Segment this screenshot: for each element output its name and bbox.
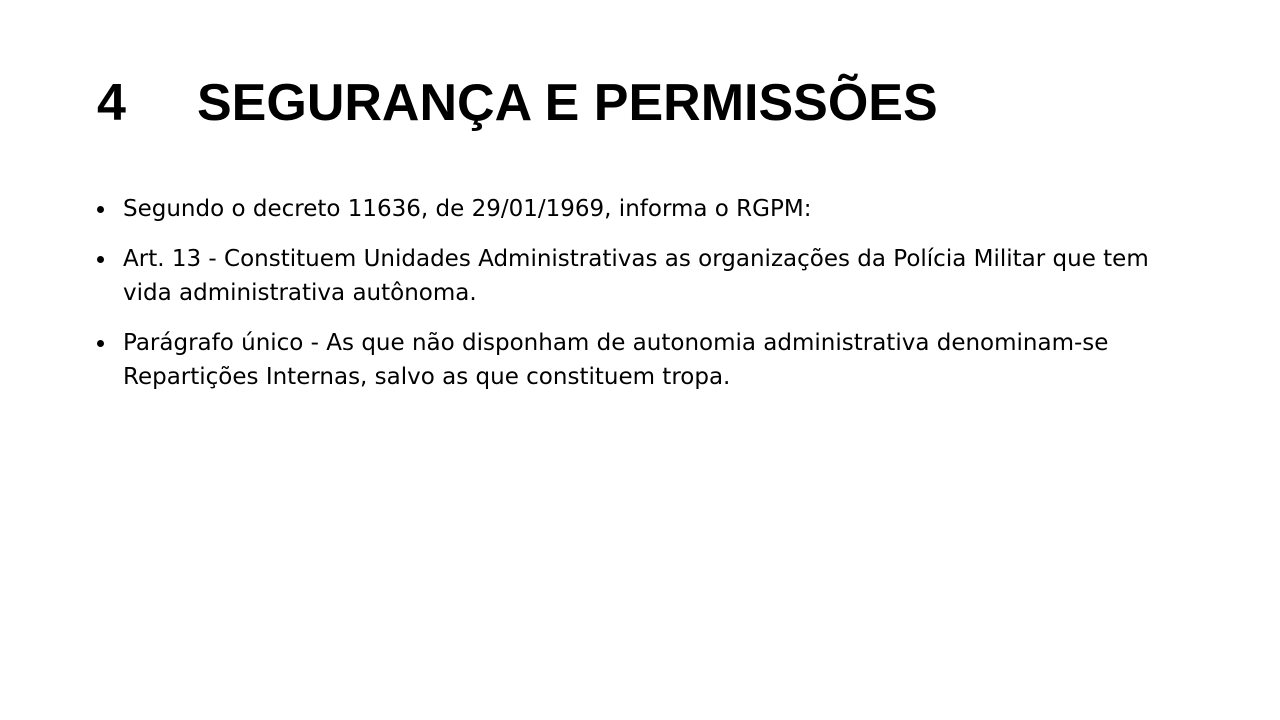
bullet-item [97,326,1197,394]
bullet-item [97,192,1197,226]
slide-title [97,72,938,134]
section-number: 4 [97,74,126,132]
bullet-text: Segundo o decreto 11636, de 29/01/1969, informa o RGPM: [123,196,812,222]
section-title: SEGURANÇA E PERMISSÕES [197,74,938,132]
bullet-icon [97,206,104,213]
bullet-text: Art. 13 - Constituem Unidades Administrativas as organizações da Polícia Militar que tem vida administrativa autônoma. [123,246,1149,306]
bullet-icon [97,340,104,347]
bullet-item [97,242,1197,310]
bullet-text: Parágrafo único - As que não disponham de autonomia administrativa denominam-se Repartições Internas, salvo as que constituem tropa. [123,330,1109,390]
bullet-icon [97,256,104,263]
bullet-list [97,192,1197,410]
